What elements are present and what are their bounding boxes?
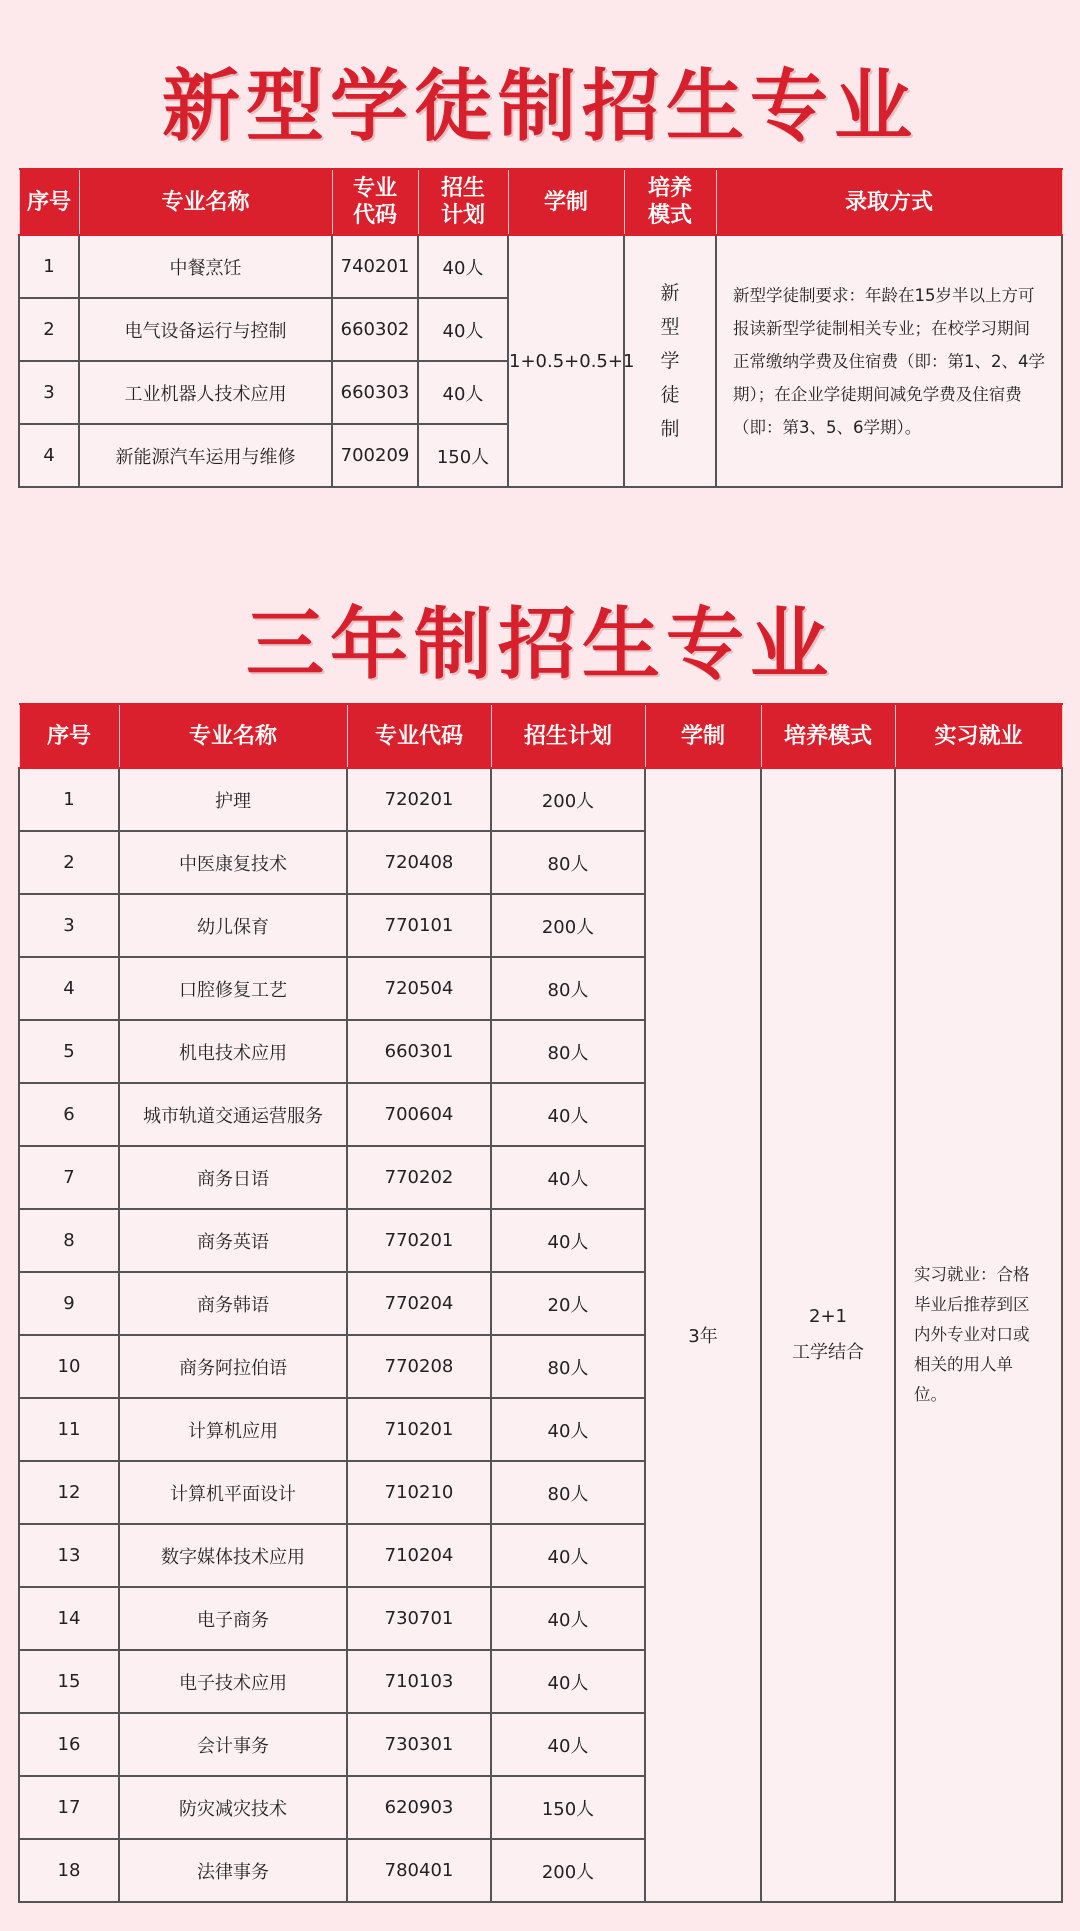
cell-code: 710103 [347, 1650, 491, 1713]
header-mode: 培养 模式 [624, 169, 716, 235]
mode-line: 2+1 [809, 1306, 847, 1327]
cell-code: 710204 [347, 1524, 491, 1587]
mode-char: 型 [660, 316, 680, 338]
cell-code: 710210 [347, 1461, 491, 1524]
cell-plan: 200人 [491, 768, 645, 831]
cell-no: 5 [19, 1020, 119, 1083]
cell-plan: 40人 [491, 1713, 645, 1776]
cell-name: 电气设备运行与控制 [79, 298, 332, 361]
header-no: 序号 [19, 704, 119, 768]
cell-no: 16 [19, 1713, 119, 1776]
cell-no: 15 [19, 1650, 119, 1713]
cell-plan: 80人 [491, 957, 645, 1020]
cell-code: 700604 [347, 1083, 491, 1146]
cell-code: 740201 [332, 235, 418, 298]
cell-name: 商务阿拉伯语 [119, 1335, 347, 1398]
header-name: 专业名称 [79, 169, 332, 235]
cell-duration: 1+0.5+0.5+1 [508, 235, 624, 487]
cell-no: 13 [19, 1524, 119, 1587]
cell-plan: 40人 [418, 235, 508, 298]
cell-mode [624, 235, 716, 487]
header-code: 专业 代码 [332, 169, 418, 235]
mode-char: 学 [660, 350, 680, 372]
cell-plan: 40人 [491, 1587, 645, 1650]
mode-char: 制 [660, 418, 680, 440]
mode-char: 徒 [660, 384, 680, 406]
header-no: 序号 [19, 169, 79, 235]
cell-code: 700209 [332, 424, 418, 487]
table-header-row [19, 169, 1062, 235]
header-admission: 录取方式 [716, 169, 1062, 235]
cell-code: 770202 [347, 1146, 491, 1209]
cell-code: 770101 [347, 894, 491, 957]
header-code: 专业代码 [347, 704, 491, 768]
three-year-table [18, 703, 1063, 1903]
header-name: 专业名称 [119, 704, 347, 768]
cell-name: 工业机器人技术应用 [79, 361, 332, 424]
cell-plan: 40人 [491, 1146, 645, 1209]
cell-code: 710201 [347, 1398, 491, 1461]
cell-plan: 80人 [491, 1335, 645, 1398]
cell-name: 计算机应用 [119, 1398, 347, 1461]
cell-name: 中医康复技术 [119, 831, 347, 894]
cell-code: 770201 [347, 1209, 491, 1272]
header-duration: 学制 [645, 704, 761, 768]
header-mode: 培养模式 [761, 704, 895, 768]
cell-code: 780401 [347, 1839, 491, 1902]
cell-no: 18 [19, 1839, 119, 1902]
table-row [19, 235, 1062, 298]
mode-char: 新 [660, 282, 680, 304]
cell-plan: 40人 [418, 298, 508, 361]
cell-plan: 80人 [491, 1461, 645, 1524]
cell-code: 720201 [347, 768, 491, 831]
cell-code: 770208 [347, 1335, 491, 1398]
cell-code: 770204 [347, 1272, 491, 1335]
cell-name: 电子商务 [119, 1587, 347, 1650]
header-plan: 招生计划 [491, 704, 645, 768]
cell-no: 7 [19, 1146, 119, 1209]
section1-title: 新型学徒制招生专业 [161, 61, 918, 152]
cell-name: 商务韩语 [119, 1272, 347, 1335]
cell-internship: 实习就业：合格毕业后推荐到区内外专业对口或相关的用人单位。 [895, 768, 1062, 1902]
cell-plan: 200人 [491, 1839, 645, 1902]
cell-plan: 200人 [491, 894, 645, 957]
cell-name: 幼儿保育 [119, 894, 347, 957]
header-duration: 学制 [508, 169, 624, 235]
cell-admission: 新型学徒制要求：年龄在15岁半以上方可报读新型学徒制相关专业；在校学习期间正常缴纳学费及住宿费（即：第1、2、4学期）；在企业学徒期间减免学费及住宿费（即：第3、5、6学期）。 [716, 235, 1062, 487]
cell-no: 10 [19, 1335, 119, 1398]
cell-name: 新能源汽车运用与维修 [79, 424, 332, 487]
mode-line: 工学结合 [792, 1342, 864, 1363]
table-header-row [19, 704, 1062, 768]
cell-no: 9 [19, 1272, 119, 1335]
cell-name: 商务英语 [119, 1209, 347, 1272]
cell-name: 防灾减灾技术 [119, 1776, 347, 1839]
cell-plan: 40人 [491, 1524, 645, 1587]
cell-code: 660301 [347, 1020, 491, 1083]
cell-no: 3 [19, 894, 119, 957]
cell-name: 会计事务 [119, 1713, 347, 1776]
cell-plan: 80人 [491, 1020, 645, 1083]
cell-code: 730301 [347, 1713, 491, 1776]
cell-name: 护理 [119, 768, 347, 831]
cell-plan: 80人 [491, 831, 645, 894]
cell-name: 商务日语 [119, 1146, 347, 1209]
cell-name: 城市轨道交通运营服务 [119, 1083, 347, 1146]
cell-name: 电子技术应用 [119, 1650, 347, 1713]
cell-no: 17 [19, 1776, 119, 1839]
cell-code: 660302 [332, 298, 418, 361]
cell-duration: 3年 [645, 768, 761, 1902]
cell-no: 12 [19, 1461, 119, 1524]
cell-code: 730701 [347, 1587, 491, 1650]
cell-no: 1 [19, 768, 119, 831]
cell-plan: 40人 [491, 1650, 645, 1713]
cell-plan: 40人 [418, 361, 508, 424]
cell-no: 2 [19, 831, 119, 894]
header-internship: 实习就业 [895, 704, 1062, 768]
apprenticeship-table [18, 168, 1063, 488]
cell-plan: 150人 [491, 1776, 645, 1839]
cell-no: 6 [19, 1083, 119, 1146]
cell-name: 口腔修复工艺 [119, 957, 347, 1020]
cell-plan: 40人 [491, 1398, 645, 1461]
cell-no: 14 [19, 1587, 119, 1650]
cell-code: 720408 [347, 831, 491, 894]
cell-no: 4 [19, 424, 79, 487]
cell-name: 法律事务 [119, 1839, 347, 1902]
header-plan: 招生 计划 [418, 169, 508, 235]
cell-name: 计算机平面设计 [119, 1461, 347, 1524]
cell-code: 620903 [347, 1776, 491, 1839]
cell-plan: 40人 [491, 1209, 645, 1272]
cell-code: 720504 [347, 957, 491, 1020]
cell-name: 机电技术应用 [119, 1020, 347, 1083]
section2-title: 三年制招生专业 [245, 599, 834, 690]
cell-no: 1 [19, 235, 79, 298]
cell-name: 数字媒体技术应用 [119, 1524, 347, 1587]
cell-code: 660303 [332, 361, 418, 424]
cell-no: 8 [19, 1209, 119, 1272]
cell-mode [761, 768, 895, 1902]
cell-plan: 40人 [491, 1083, 645, 1146]
cell-plan: 20人 [491, 1272, 645, 1335]
cell-no: 11 [19, 1398, 119, 1461]
table-row [19, 768, 1062, 831]
cell-no: 3 [19, 361, 79, 424]
cell-plan: 150人 [418, 424, 508, 487]
cell-no: 2 [19, 298, 79, 361]
cell-no: 4 [19, 957, 119, 1020]
cell-name: 中餐烹饪 [79, 235, 332, 298]
